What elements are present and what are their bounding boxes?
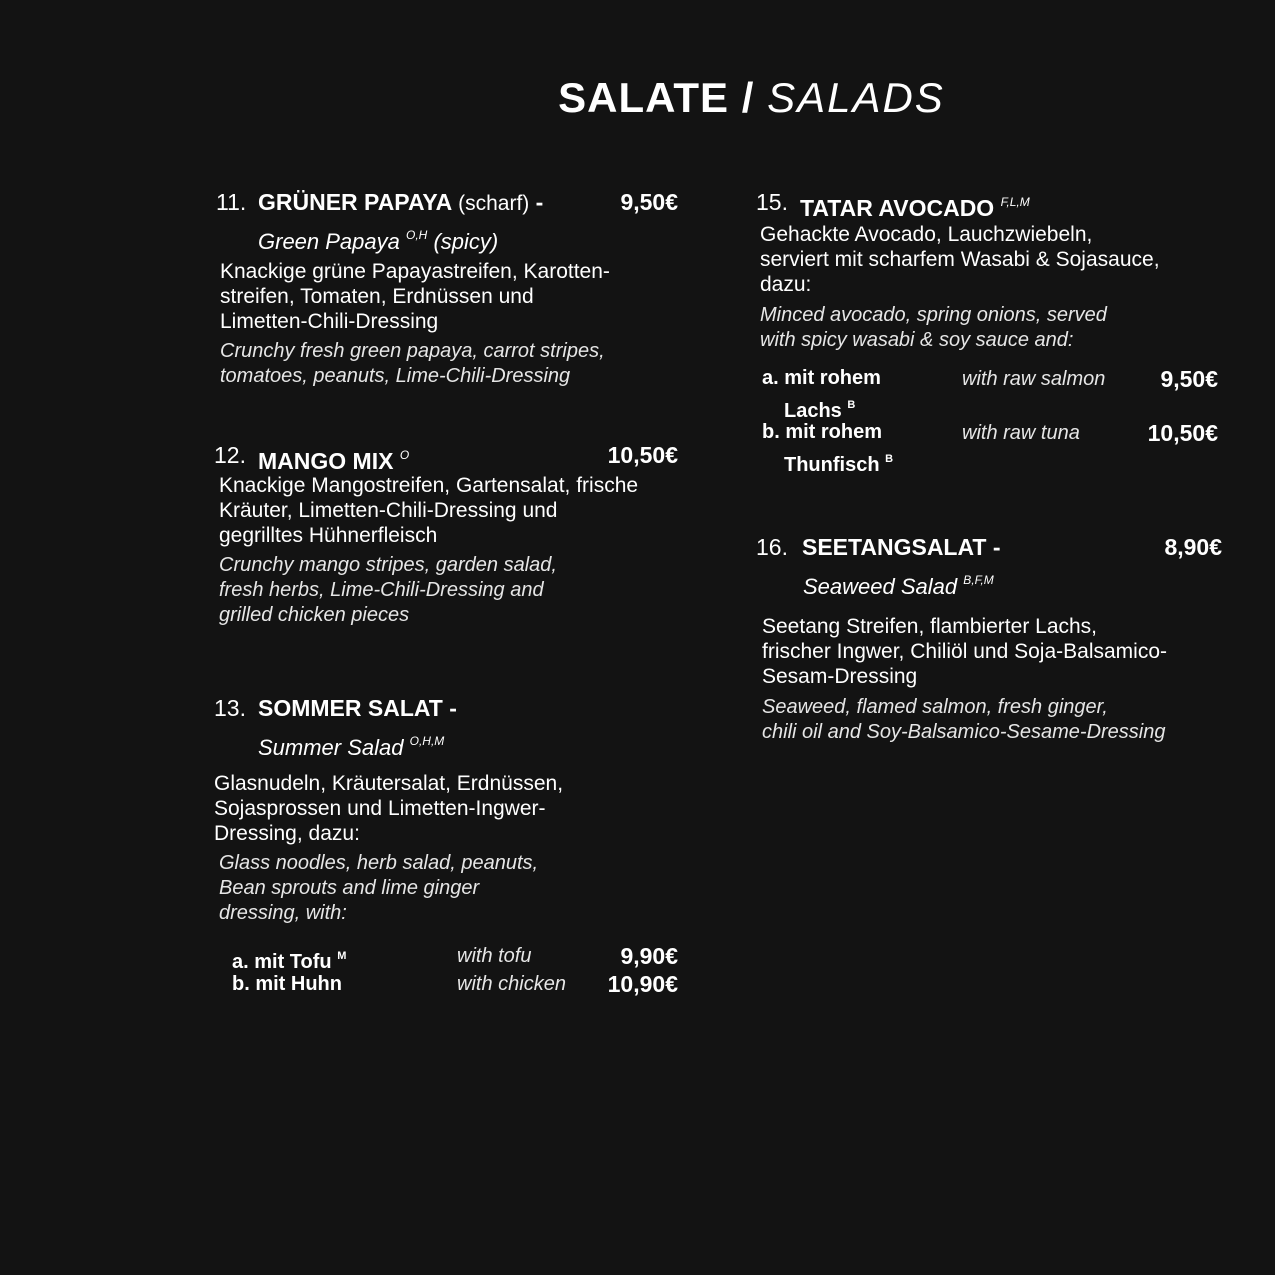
variant-label: b. mit Huhn — [232, 973, 342, 995]
allergen-codes: F,L,M — [1000, 195, 1030, 209]
item-description-english: Crunchy fresh green papaya, carrot stripes, tomatoes, peanuts, Lime-Chili-Dressing — [220, 340, 605, 387]
variant-row — [223, 942, 678, 973]
item-name-dash: - — [529, 189, 544, 215]
allergen-codes: O,H,M — [409, 734, 445, 748]
variant-row — [756, 365, 1218, 422]
variant-label: a. mit rohem Lachs $^B$ — [762, 367, 881, 422]
item-description-german: Knackige Mangostreifen, Gartensalat, frische Kräuter, Limetten-Chili-Dressing und gegrilltes Hühnerfleisch — [219, 474, 639, 547]
item-number: 12. — [214, 442, 246, 468]
item-description-german: Knackige grüne Papayastreifen, Karotten- streifen, Tomaten, Erdnüssen und Limetten-Chili-Dressing — [220, 260, 610, 333]
item-price: 9,50€ — [620, 189, 678, 215]
item-english-name: Seaweed Salad $^{B,F,M}$ — [803, 573, 994, 599]
item-variants — [214, 942, 678, 998]
variant-row — [756, 419, 1218, 476]
item-header — [214, 692, 678, 724]
item-number: 11. — [216, 189, 247, 215]
title-slash: / — [741, 74, 755, 121]
item-description-german: Seetang Streifen, flambierter Lachs, frischer Ingwer, Chiliöl und Soja-Balsamico- Sesam-Dressing — [762, 615, 1167, 688]
menu-item-13 — [214, 692, 678, 998]
item-name: SEETANGSALAT - — [802, 534, 1001, 560]
variant-price: 10,90€ — [607, 971, 678, 997]
item-description-english: Minced avocado, spring onions, served with spicy wasabi & soy sauce and: — [760, 304, 1107, 351]
item-name: MANGO MIX $^O$ — [258, 448, 410, 474]
item-description-german: Gehackte Avocado, Lauchzwiebeln, serviert mit scharfem Wasabi & Sojasauce, dazu: — [760, 223, 1160, 296]
variant-english: with tofu — [457, 945, 532, 967]
item-description-english: Glass noodles, herb salad, peanuts, Bean sprouts and lime ginger dressing, with: — [219, 852, 539, 924]
variant-row — [223, 970, 678, 998]
item-price: 10,50€ — [607, 442, 678, 468]
variant-english: with raw tuna — [962, 422, 1080, 444]
item-number: 15. — [756, 189, 788, 215]
item-description-german: Glasnudeln, Kräutersalat, Erdnüssen, Sojasprossen und Limetten-Ingwer- Dressing, dazu: — [214, 772, 564, 845]
variant-price: 9,90€ — [620, 943, 678, 969]
item-name-extra: (scharf) — [452, 192, 530, 215]
title-german: SALATE — [558, 74, 730, 121]
item-name: TATAR AVOCADO $^{F,L,M}$ — [800, 195, 1030, 221]
page-title — [0, 72, 1275, 124]
item-number: 16. — [756, 534, 788, 560]
variant-label: a. mit Tofu $^M$ — [232, 950, 347, 973]
variant-english: with raw salmon — [962, 368, 1106, 390]
item-description-english: Crunchy mango stripes, garden salad, fresh herbs, Lime-Chili-Dressing and grilled chicken pieces — [219, 554, 557, 626]
menu-item-16 — [756, 531, 1222, 745]
variant-price: 9,50€ — [1160, 366, 1218, 392]
menu-item-11 — [216, 186, 678, 389]
allergen-codes: O,H — [406, 228, 428, 242]
item-header — [216, 186, 678, 218]
variant-label: b. mit rohem Thunfisch $^B$ — [762, 421, 894, 476]
item-header — [756, 531, 1222, 563]
menu-item-12 — [214, 439, 684, 628]
title-english: SALADS — [767, 74, 945, 121]
item-variants — [756, 365, 1218, 476]
allergen-codes: O — [399, 448, 410, 462]
item-name: SOMMER SALAT - — [258, 695, 457, 721]
item-name: GRÜNER PAPAYA (scharf) - — [258, 189, 544, 215]
item-header — [214, 439, 678, 474]
item-description-english: Seaweed, flamed salmon, fresh ginger, chili oil and Soy-Balsamico-Sesame-Dressing — [762, 696, 1166, 743]
menu-item-15 — [756, 186, 1218, 476]
item-english-name: Green Papaya $^{O,H}$ (spicy) — [258, 228, 499, 254]
variant-price: 10,50€ — [1147, 420, 1218, 446]
item-number: 13. — [214, 695, 246, 721]
item-english-name: Summer Salad $^{O,H,M}$ — [258, 734, 445, 760]
item-price: 8,90€ — [1164, 534, 1222, 560]
variant-english: with chicken — [457, 973, 566, 995]
item-header — [756, 186, 1218, 221]
allergen-codes: B,F,M — [963, 573, 994, 587]
